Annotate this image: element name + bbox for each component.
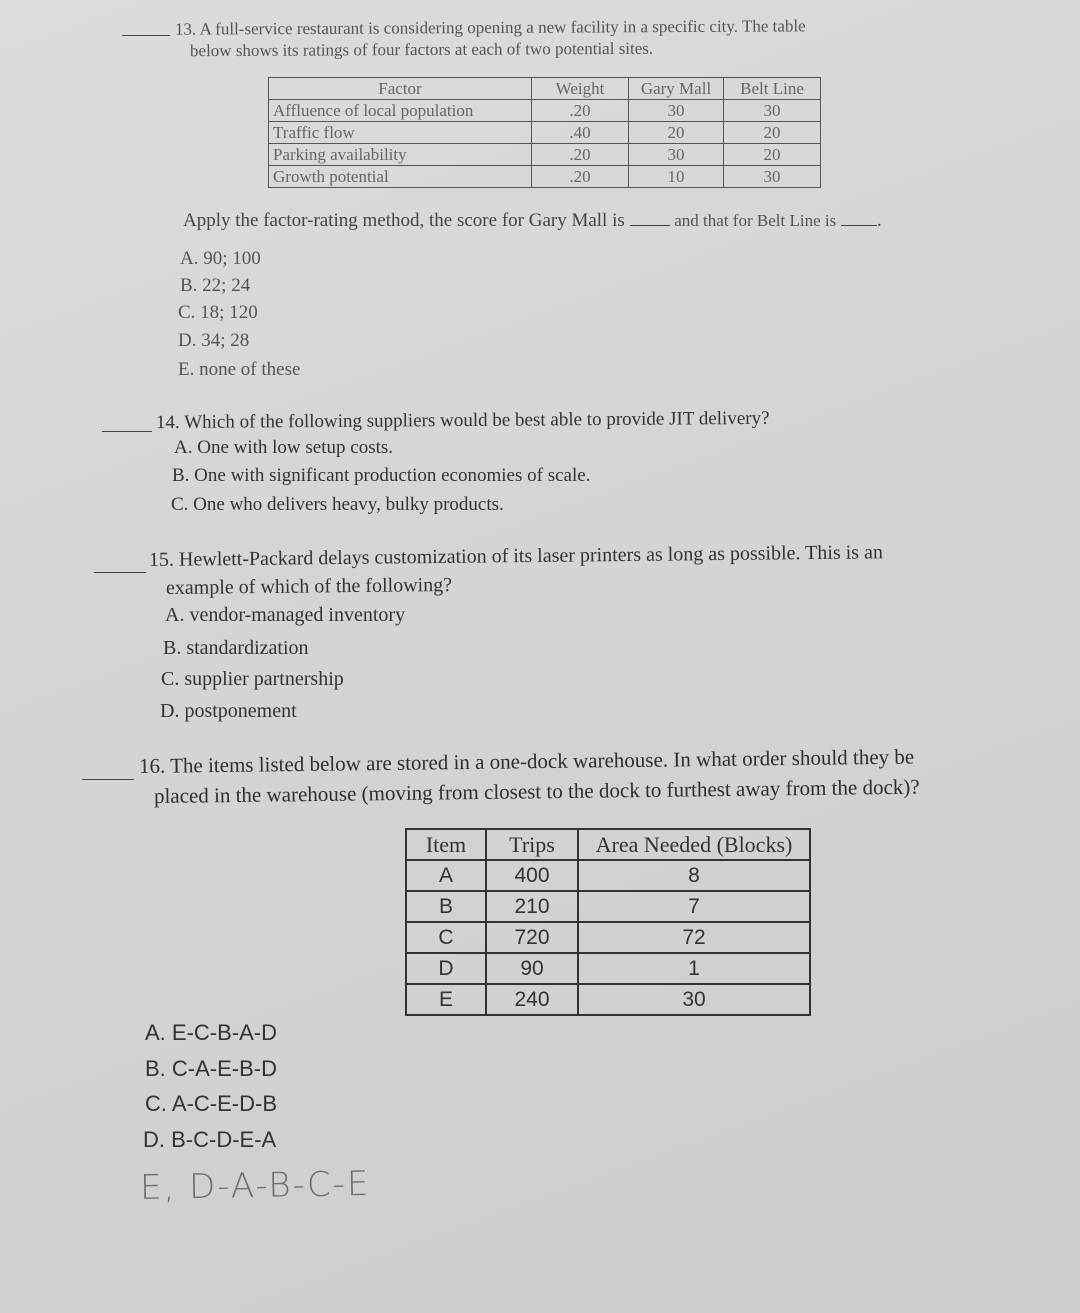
table-row	[269, 144, 821, 166]
gary-mall-cell: 30	[629, 100, 724, 122]
q15-option-d[interactable]: D. postponement	[160, 700, 297, 722]
answer-blank-14[interactable]	[102, 431, 152, 432]
factor-cell: Traffic flow	[269, 122, 532, 144]
trips-cell: 240	[486, 984, 578, 1015]
question-16-text-line2: placed in the warehouse (moving from closest to the dock to furthest away from the dock)?	[153, 774, 920, 808]
weight-cell: .20	[532, 166, 629, 188]
table-header-row	[406, 829, 810, 860]
table-row	[406, 953, 810, 984]
question-15-text-line2: example of which of the following?	[165, 574, 453, 599]
item-cell: E	[406, 984, 486, 1015]
item-cell: B	[406, 891, 486, 922]
header-trips: Trips	[486, 829, 578, 860]
table-row	[269, 122, 821, 144]
q15-option-b[interactable]: B. standardization	[163, 637, 309, 659]
answer-blank-16[interactable]	[82, 779, 134, 780]
weight-cell: .20	[532, 100, 629, 122]
question-14-text: 14. Which of the following suppliers would be best able to provide JIT delivery?	[155, 407, 770, 434]
q13-option-b[interactable]: B. 22; 24	[180, 275, 251, 296]
item-cell: A	[406, 860, 486, 891]
belt-line-score-blank[interactable]	[841, 225, 877, 226]
gary-mall-cell: 20	[629, 122, 724, 144]
header-item: Item	[406, 829, 486, 860]
gary-mall-cell: 10	[629, 166, 724, 188]
header-belt-line: Belt Line	[724, 78, 821, 100]
question-13-prompt	[183, 210, 882, 232]
q16-handwritten-option-e: E, D-A-B-C-E	[139, 1163, 371, 1209]
factor-cell: Growth potential	[269, 166, 532, 188]
q15-option-c[interactable]: C. supplier partnership	[161, 668, 344, 690]
q13-option-d[interactable]: D. 34; 28	[178, 330, 250, 351]
q15-option-a[interactable]: A. vendor-managed inventory	[165, 604, 406, 626]
trips-cell: 720	[486, 922, 578, 953]
factor-rating-table	[268, 77, 821, 188]
header-gary-mall: Gary Mall	[629, 78, 724, 100]
q16-option-d[interactable]: D. B-C-D-E-A	[143, 1127, 277, 1152]
warehouse-items-table	[405, 828, 811, 1016]
table-row	[269, 166, 821, 188]
q14-option-c[interactable]: C. One who delivers heavy, bulky products.	[171, 494, 504, 515]
question-13-text-line1: 13. A full-service restaurant is considering opening a new facility in a specific city. The table	[174, 16, 806, 39]
area-cell: 8	[578, 860, 810, 891]
weight-cell: .40	[532, 122, 629, 144]
answer-blank-13[interactable]	[122, 35, 170, 36]
q16-option-a[interactable]: A. E-C-B-A-D	[145, 1020, 277, 1045]
table-row	[406, 984, 810, 1015]
prompt-part2: and that for Belt Line is	[674, 211, 837, 230]
gary-mall-score-blank[interactable]	[630, 225, 670, 226]
belt-line-cell: 30	[724, 166, 821, 188]
area-cell: 7	[578, 891, 810, 922]
header-factor: Factor	[269, 78, 532, 100]
area-cell: 30	[578, 984, 810, 1015]
trips-cell: 210	[486, 891, 578, 922]
belt-line-cell: 20	[724, 122, 821, 144]
q16-option-c[interactable]: C. A-C-E-D-B	[145, 1091, 277, 1116]
answer-blank-15[interactable]	[94, 572, 146, 573]
table-row	[406, 922, 810, 953]
prompt-end: .	[876, 210, 882, 231]
gary-mall-cell: 30	[629, 144, 724, 166]
q13-option-c[interactable]: C. 18; 120	[178, 302, 258, 323]
question-15-text-line1: 15. Hewlett-Packard delays customization of its laser printers as long as possible. This is an	[148, 541, 884, 571]
table-header-row	[269, 78, 821, 100]
weight-cell: .20	[532, 144, 629, 166]
trips-cell: 90	[486, 953, 578, 984]
prompt-part1: Apply the factor-rating method, the score for Gary Mall is	[183, 210, 625, 231]
item-cell: D	[406, 953, 486, 984]
q14-option-a[interactable]: A. One with low setup costs.	[174, 437, 394, 458]
question-13-text-line2: below shows its ratings of four factors at each of two potential sites.	[189, 38, 654, 61]
table-row	[269, 100, 821, 122]
factor-cell: Affluence of local population	[269, 100, 532, 122]
area-cell: 72	[578, 922, 810, 953]
q13-option-e[interactable]: E. none of these	[178, 359, 301, 380]
table-row	[406, 860, 810, 891]
trips-cell: 400	[486, 860, 578, 891]
item-cell: C	[406, 922, 486, 953]
belt-line-cell: 30	[724, 100, 821, 122]
area-cell: 1	[578, 953, 810, 984]
factor-cell: Parking availability	[269, 144, 532, 166]
table-row	[406, 891, 810, 922]
header-weight: Weight	[532, 78, 629, 100]
belt-line-cell: 20	[724, 144, 821, 166]
q16-option-b[interactable]: B. C-A-E-B-D	[145, 1056, 277, 1081]
header-area-needed: Area Needed (Blocks)	[578, 829, 810, 860]
q13-option-a[interactable]: A. 90; 100	[180, 248, 261, 269]
q14-option-b[interactable]: B. One with significant production economies of scale.	[172, 465, 591, 486]
question-16-text-line1: 16. The items listed below are stored in a one-dock warehouse. In what order should they be	[138, 744, 915, 778]
